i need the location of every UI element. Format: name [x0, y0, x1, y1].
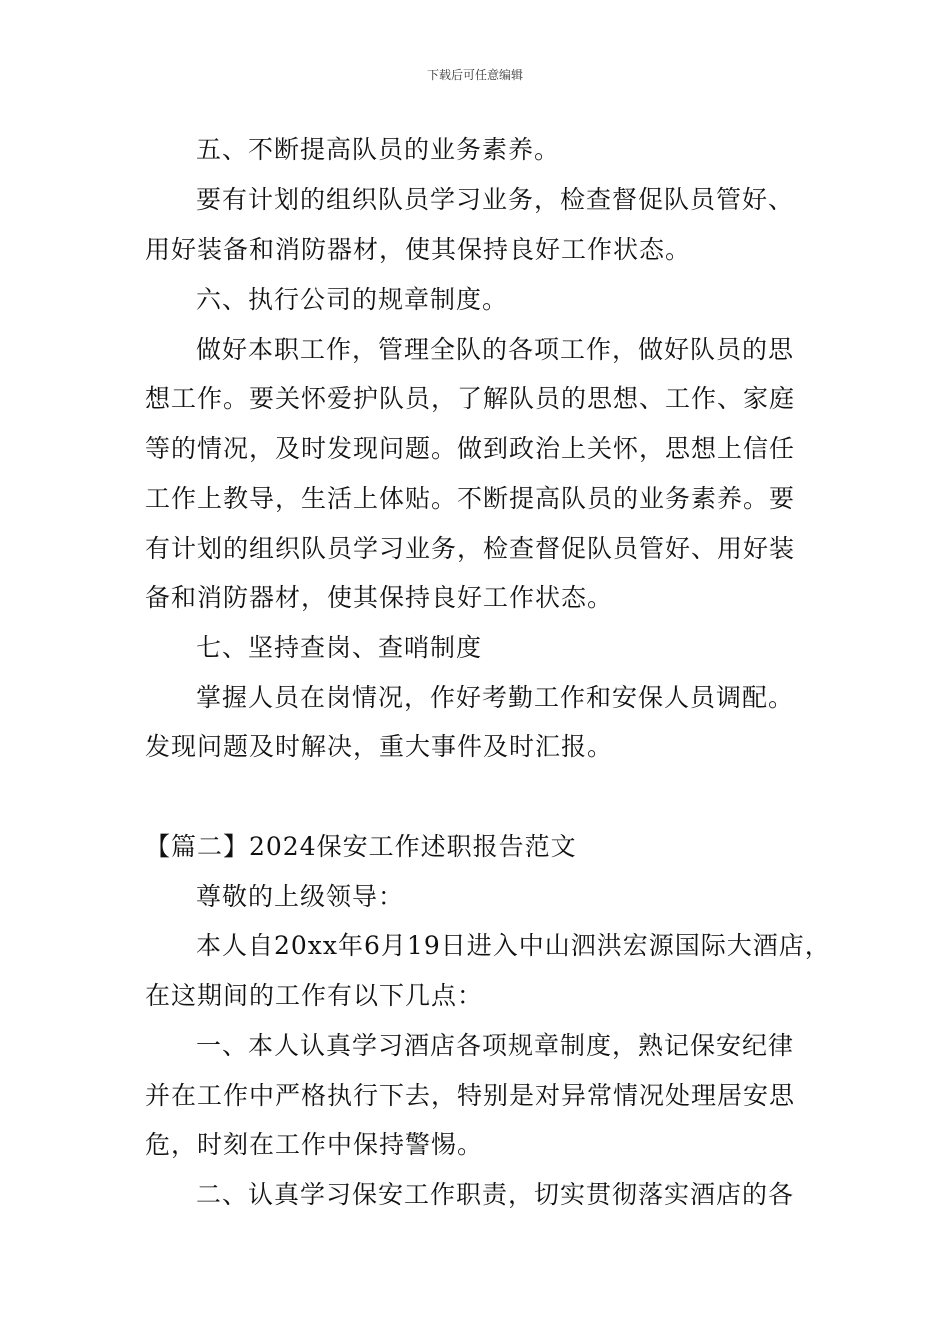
paragraph-line: 二、认真学习保安工作职责，切实贯彻落实酒店的各	[196, 1180, 795, 1209]
paragraph-line: 要有计划的组织队员学习业务，检查督促队员管好、	[196, 185, 795, 214]
paragraph-line: 工作上教导，生活上体贴。不断提高队员的业务素养。要	[145, 484, 796, 513]
paragraph-line: 并在工作中严格执行下去，特别是对异常情况处理居安思	[145, 1081, 796, 1110]
paragraph-line: 用好装备和消防器材，使其保持良好工作状态。	[145, 235, 692, 264]
paragraph-line: 危，时刻在工作中保持警惕。	[145, 1130, 484, 1159]
paragraph-line: 一、本人认真学习酒店各项规章制度，熟记保安纪律	[196, 1031, 795, 1060]
section-heading: 六、执行公司的规章制度。	[196, 285, 509, 314]
article-title: 【篇二】2024保安工作述职报告范文	[145, 832, 577, 861]
header-note: 下载后可任意编辑	[426, 68, 523, 82]
paragraph-line: 有计划的组织队员学习业务，检查督促队员管好、用好装	[145, 534, 796, 563]
paragraph-line: 掌握人员在岗情况，作好考勤工作和安保人员调配。	[196, 683, 795, 712]
paragraph-line: 发现问题及时解决，重大事件及时汇报。	[145, 732, 614, 761]
paragraph-line: 等的情况，及时发现问题。做到政治上关怀，思想上信任	[145, 434, 796, 463]
salutation: 尊敬的上级领导：	[196, 882, 405, 911]
paragraph-line: 在这期间的工作有以下几点：	[145, 981, 484, 1010]
paragraph-line: 做好本职工作，管理全队的各项工作，做好队员的思	[196, 335, 795, 364]
section-heading: 七、坚持查岗、查哨制度	[196, 633, 483, 662]
paragraph-line: 想工作。要关怀爱护队员，了解队员的思想、工作、家庭	[145, 384, 796, 413]
paragraph-line: 本人自20xx年6月19日进入中山泗洪宏源国际大酒店，	[196, 931, 831, 960]
paragraph-line: 备和消防器材，使其保持良好工作状态。	[145, 583, 614, 612]
section-heading: 五、不断提高队员的业务素养。	[196, 135, 561, 164]
